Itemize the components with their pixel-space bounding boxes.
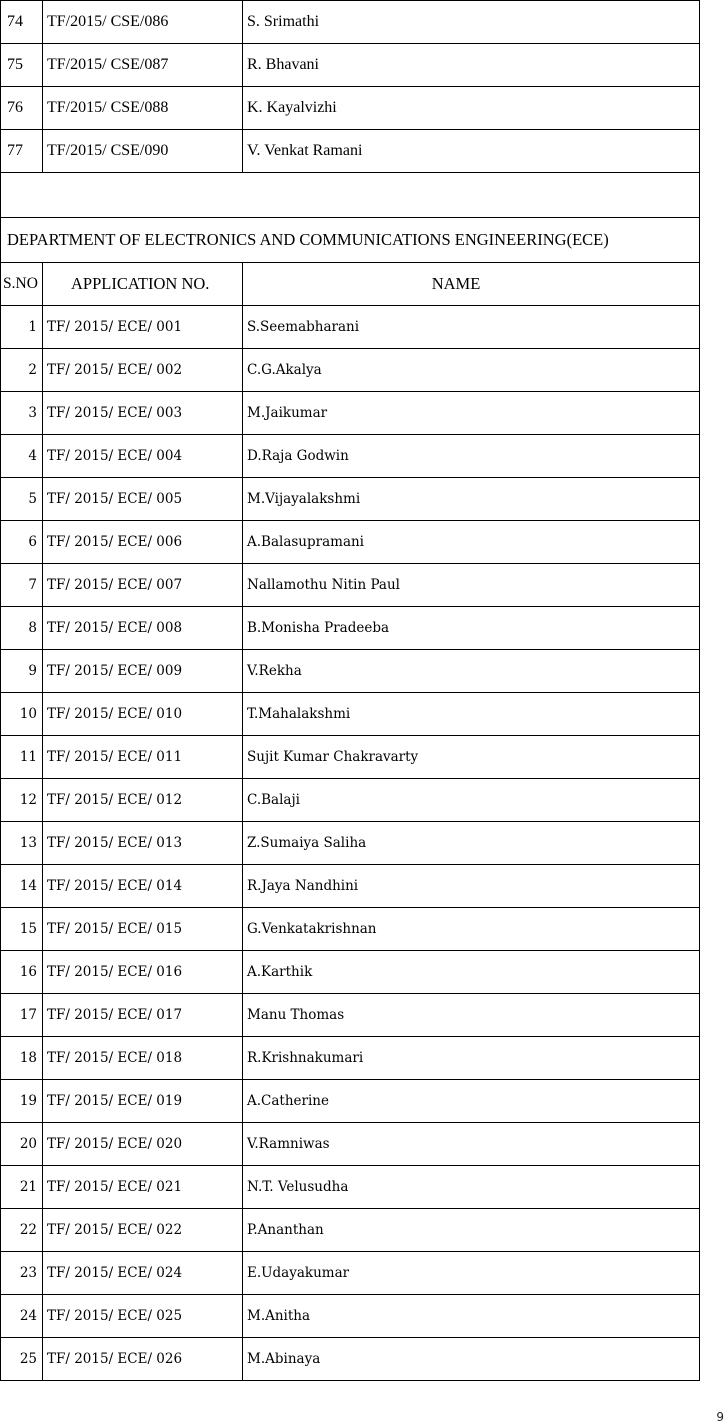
- table-row: [1, 994, 700, 1037]
- application-number: TF/ 2015/ ECE/ 001: [43, 306, 243, 349]
- table-row: [1, 1209, 700, 1252]
- candidate-name: M.Abinaya: [243, 1338, 700, 1381]
- application-number: TF/ 2015/ ECE/ 006: [43, 521, 243, 564]
- serial-number: 13: [1, 822, 43, 865]
- application-number: TF/ 2015/ ECE/ 026: [43, 1338, 243, 1381]
- application-number: TF/ 2015/ ECE/ 004: [43, 435, 243, 478]
- candidate-name: R.Jaya Nandhini: [243, 865, 700, 908]
- serial-number: 11: [1, 736, 43, 779]
- candidate-name: V.Ramniwas: [243, 1123, 700, 1166]
- application-number: TF/ 2015/ ECE/ 007: [43, 564, 243, 607]
- serial-number: 20: [1, 1123, 43, 1166]
- application-number: TF/ 2015/ ECE/ 022: [43, 1209, 243, 1252]
- serial-number: 7: [1, 564, 43, 607]
- department-title: DEPARTMENT OF ELECTRONICS AND COMMUNICATIONS ENGINEERING(ECE): [1, 218, 700, 263]
- table-row: [1, 478, 700, 521]
- table-row: [1, 1, 700, 44]
- table-row: [1, 521, 700, 564]
- candidate-name: R.Krishnakumari: [243, 1037, 700, 1080]
- application-number: TF/ 2015/ ECE/ 015: [43, 908, 243, 951]
- column-header-application: APPLICATION NO.: [43, 263, 243, 306]
- candidate-name: Z.Sumaiya Saliha: [243, 822, 700, 865]
- table-row: [1, 822, 700, 865]
- candidate-name: V.Rekha: [243, 650, 700, 693]
- application-number: TF/2015/ CSE/090: [43, 130, 243, 173]
- table-row: [1, 306, 700, 349]
- serial-number: 75: [1, 44, 43, 87]
- application-number: TF/ 2015/ ECE/ 024: [43, 1252, 243, 1295]
- candidate-name: C.G.Akalya: [243, 349, 700, 392]
- table-row: [1, 693, 700, 736]
- candidate-name: M.Vijayalakshmi: [243, 478, 700, 521]
- serial-number: 10: [1, 693, 43, 736]
- serial-number: 1: [1, 306, 43, 349]
- application-number: TF/ 2015/ ECE/ 009: [43, 650, 243, 693]
- serial-number: 8: [1, 607, 43, 650]
- serial-number: 2: [1, 349, 43, 392]
- table-row: [1, 564, 700, 607]
- application-number: TF/ 2015/ ECE/ 010: [43, 693, 243, 736]
- column-header-row: [1, 263, 700, 306]
- table-row: [1, 392, 700, 435]
- serial-number: 17: [1, 994, 43, 1037]
- application-number: TF/ 2015/ ECE/ 005: [43, 478, 243, 521]
- serial-number: 4: [1, 435, 43, 478]
- table-row: [1, 435, 700, 478]
- candidate-name: A.Karthik: [243, 951, 700, 994]
- application-number: TF/ 2015/ ECE/ 018: [43, 1037, 243, 1080]
- candidate-name: A.Catherine: [243, 1080, 700, 1123]
- serial-number: 22: [1, 1209, 43, 1252]
- candidate-name: N.T. Velusudha: [243, 1166, 700, 1209]
- application-number: TF/ 2015/ ECE/ 017: [43, 994, 243, 1037]
- table-row: [1, 1080, 700, 1123]
- candidate-name: A.Balasupramani: [243, 521, 700, 564]
- candidate-name: B.Monisha Pradeeba: [243, 607, 700, 650]
- serial-number: 23: [1, 1252, 43, 1295]
- candidate-name: Sujit Kumar Chakravarty: [243, 736, 700, 779]
- application-number: TF/2015/ CSE/087: [43, 44, 243, 87]
- table-row: [1, 44, 700, 87]
- serial-number: 76: [1, 87, 43, 130]
- table-row: [1, 349, 700, 392]
- application-number: TF/ 2015/ ECE/ 003: [43, 392, 243, 435]
- blank-separator-row: [1, 173, 700, 218]
- table-body: [1, 1, 700, 1381]
- application-number: TF/ 2015/ ECE/ 002: [43, 349, 243, 392]
- candidate-name: Nallamothu Nitin Paul: [243, 564, 700, 607]
- serial-number: 21: [1, 1166, 43, 1209]
- table-row: [1, 607, 700, 650]
- table-row: [1, 865, 700, 908]
- candidate-name: M.Jaikumar: [243, 392, 700, 435]
- application-number: TF/ 2015/ ECE/ 008: [43, 607, 243, 650]
- table-row: [1, 951, 700, 994]
- column-header-sno: S.NO: [1, 263, 43, 306]
- candidate-name: M.Anitha: [243, 1295, 700, 1338]
- candidate-name: V. Venkat Ramani: [243, 130, 700, 173]
- table-row: [1, 1338, 700, 1381]
- table-row: [1, 650, 700, 693]
- table-row: [1, 1166, 700, 1209]
- candidate-name: K. Kayalvizhi: [243, 87, 700, 130]
- serial-number: 9: [1, 650, 43, 693]
- table-row: [1, 1252, 700, 1295]
- serial-number: 19: [1, 1080, 43, 1123]
- table-row: [1, 87, 700, 130]
- candidate-name: D.Raja Godwin: [243, 435, 700, 478]
- application-number: TF/ 2015/ ECE/ 019: [43, 1080, 243, 1123]
- column-header-name: NAME: [243, 263, 700, 306]
- candidate-name: E.Udayakumar: [243, 1252, 700, 1295]
- application-number: TF/ 2015/ ECE/ 011: [43, 736, 243, 779]
- serial-number: 3: [1, 392, 43, 435]
- serial-number: 6: [1, 521, 43, 564]
- serial-number: 74: [1, 1, 43, 44]
- candidate-name: R. Bhavani: [243, 44, 700, 87]
- serial-number: 24: [1, 1295, 43, 1338]
- serial-number: 5: [1, 478, 43, 521]
- serial-number: 12: [1, 779, 43, 822]
- serial-number: 14: [1, 865, 43, 908]
- application-number: TF/2015/ CSE/088: [43, 87, 243, 130]
- serial-number: 16: [1, 951, 43, 994]
- table-row: [1, 908, 700, 951]
- table-row: [1, 736, 700, 779]
- candidate-name: S. Srimathi: [243, 1, 700, 44]
- application-number: TF/ 2015/ ECE/ 012: [43, 779, 243, 822]
- candidate-name: Manu Thomas: [243, 994, 700, 1037]
- candidate-name: P.Ananthan: [243, 1209, 700, 1252]
- candidate-name: C.Balaji: [243, 779, 700, 822]
- table-row: [1, 779, 700, 822]
- application-number: TF/ 2015/ ECE/ 014: [43, 865, 243, 908]
- table-row: [1, 1037, 700, 1080]
- table-row: [1, 1123, 700, 1166]
- serial-number: 77: [1, 130, 43, 173]
- candidate-name: S.Seemabharani: [243, 306, 700, 349]
- department-heading-row: [1, 218, 700, 263]
- serial-number: 25: [1, 1338, 43, 1381]
- application-number: TF/ 2015/ ECE/ 021: [43, 1166, 243, 1209]
- page-number: 9: [716, 1410, 724, 1424]
- candidate-name: G.Venkatakrishnan: [243, 908, 700, 951]
- application-number: TF/ 2015/ ECE/ 016: [43, 951, 243, 994]
- application-number: TF/ 2015/ ECE/ 020: [43, 1123, 243, 1166]
- application-number: TF/ 2015/ ECE/ 013: [43, 822, 243, 865]
- table-row: [1, 130, 700, 173]
- serial-number: 15: [1, 908, 43, 951]
- application-number: TF/ 2015/ ECE/ 025: [43, 1295, 243, 1338]
- application-number: TF/2015/ CSE/086: [43, 1, 243, 44]
- table-row: [1, 1295, 700, 1338]
- serial-number: 18: [1, 1037, 43, 1080]
- candidate-name: T.Mahalakshmi: [243, 693, 700, 736]
